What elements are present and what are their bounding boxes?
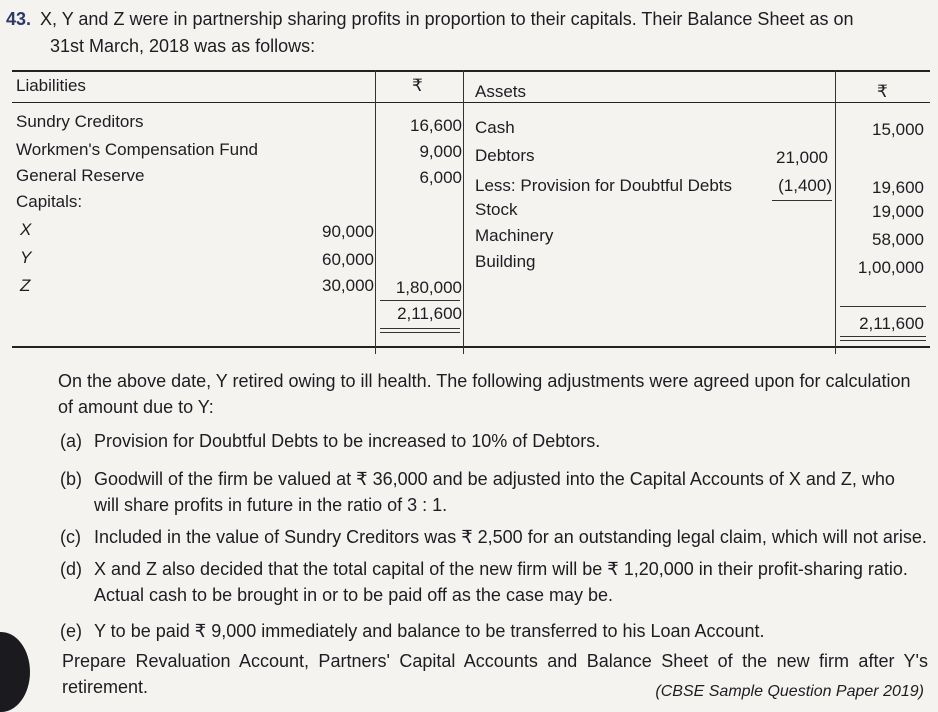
amount-provision-less: (1,400) (778, 176, 832, 195)
adjustment-text-continued: will share profits in future in the ratio of 3 : 1. (94, 495, 448, 515)
label-debtors: Debtors (475, 146, 535, 165)
adjustment-e (60, 618, 930, 644)
label-capitals: Capitals: (16, 192, 83, 211)
provision-rule (772, 200, 832, 201)
header-liabilities: Liabilities (16, 76, 86, 95)
adjustment-a (60, 428, 930, 454)
table-top-rule (12, 70, 930, 72)
total-rule-top-right (840, 306, 926, 307)
adjustment-text: Included in the value of Sundry Creditors was ₹ 2,500 for an outstanding legal claim, which will not arise. (94, 527, 927, 547)
label-partner-y: Y (20, 248, 32, 267)
label-cash: Cash (475, 118, 515, 137)
amount-cash: 15,000 (872, 120, 924, 139)
label-building: Building (475, 252, 536, 271)
amount-building: 1,00,000 (857, 258, 924, 277)
adjustment-text: Y to be paid ₹ 9,000 immediately and balance to be transferred to his Loan Account. (94, 621, 765, 641)
header-rule (12, 102, 930, 103)
adjustment-label: (e) (60, 621, 82, 641)
divider-left-amount (375, 70, 376, 354)
adjustment-text-continued: Actual cash to be brought in or to be paid off as the case may be. (94, 585, 613, 605)
adjustment-label: (c) (60, 527, 81, 547)
total-rule-bottom-left-1 (380, 328, 460, 329)
total-rule-bottom-right-2 (840, 340, 926, 341)
divider-middle (463, 70, 464, 354)
adjustment-label: (d) (60, 559, 82, 579)
source-citation: (CBSE Sample Question Paper 2019) (655, 683, 924, 700)
header-rupee-left: ₹ (412, 76, 423, 95)
question-number: 43. (6, 9, 32, 29)
label-partner-x: X (20, 220, 32, 239)
adjustment-label: (b) (60, 469, 82, 489)
label-general-reserve: General Reserve (16, 166, 145, 185)
amount-capitals-total: 1,80,000 (395, 278, 462, 297)
adjustment-text: Provision for Doubtful Debts to be increased to 10% of Debtors. (94, 431, 601, 451)
question-header (6, 6, 926, 60)
amount-capital-z: 30,000 (322, 276, 374, 295)
label-workmens-fund: Workmen's Compensation Fund (16, 140, 258, 159)
label-provision: Less: Provision for Doubtful Debts (475, 176, 733, 195)
label-stock: Stock (475, 200, 518, 219)
amount-general-reserve: 6,000 (419, 168, 462, 187)
adjustment-c (60, 524, 930, 550)
label-sundry-creditors: Sundry Creditors (16, 112, 144, 131)
liabilities-grand-total: 2,11,600 (397, 304, 462, 323)
amount-debtors-net: 19,600 (872, 178, 924, 197)
adjustment-text: Goodwill of the firm be valued at ₹ 36,000 and be adjusted into the Capital Accounts of X and Z, who (94, 469, 895, 489)
balance-sheet-table (12, 70, 930, 358)
adjustment-d (60, 556, 930, 608)
adjustment-b (60, 466, 930, 518)
amount-debtors-gross: 21,000 (776, 148, 828, 167)
amount-capital-y: 60,000 (322, 250, 374, 269)
total-rule-bottom-left-2 (380, 332, 460, 333)
amount-workmens-fund: 9,000 (419, 142, 462, 161)
total-rule-top-left (380, 300, 460, 301)
dark-margin-mark (0, 632, 30, 712)
adjustment-text: X and Z also decided that the total capital of the new firm will be ₹ 1,20,000 in their profit-sharing ratio. (94, 559, 908, 579)
instruction-paragraph: Prepare Revaluation Account, Partners' Capital Accounts and Balance Sheet of the new firm after Y's retirement. (62, 651, 928, 697)
label-partner-z: Z (20, 276, 31, 295)
intro-paragraph: On the above date, Y retired owing to ill health. The following adjustments were agreed upon for calculation of amount due to Y: (58, 371, 911, 417)
label-machinery: Machinery (475, 226, 554, 245)
header-assets: Assets (475, 82, 527, 101)
divider-right-amount (835, 70, 836, 354)
question-line-1: X, Y and Z were in partnership sharing profits in proportion to their capitals. Their Balance Sheet as on (40, 9, 854, 29)
total-rule-bottom-right-1 (840, 336, 926, 337)
amount-stock: 19,000 (872, 202, 924, 221)
amount-machinery: 58,000 (872, 230, 924, 249)
assets-grand-total: 2,11,600 (859, 314, 924, 333)
amount-sundry-creditors: 16,600 (410, 116, 462, 135)
adjustment-label: (a) (60, 431, 82, 451)
question-line-2: 31st March, 2018 was as follows: (50, 36, 316, 56)
table-bottom-rule (12, 346, 930, 348)
amount-capital-x: 90,000 (322, 222, 374, 241)
header-rupee-right: ₹ (877, 82, 888, 101)
